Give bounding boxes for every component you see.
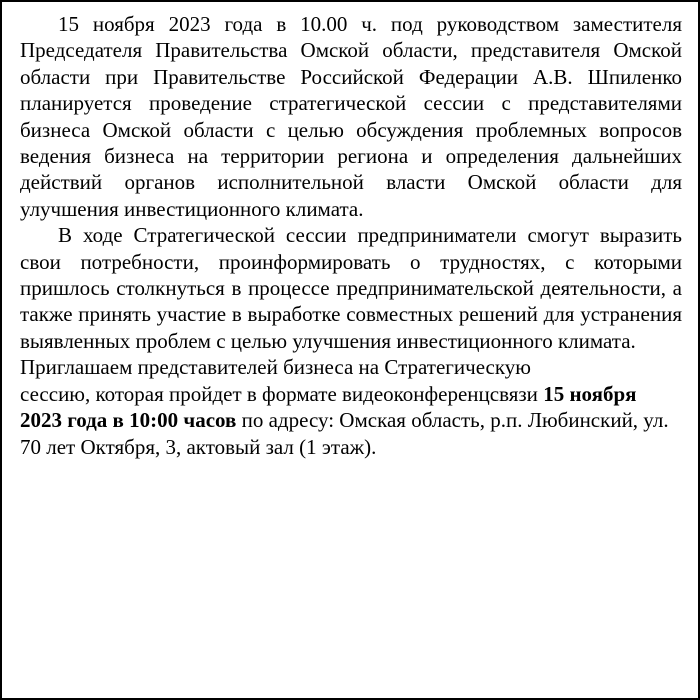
event-date-time: 15 ноября 2023 года в 10:00 часов xyxy=(20,381,637,433)
invitation-format-text: сессию, которая пройдет в формате видеоконференцсвязи xyxy=(20,381,538,406)
event-address: по адресу: Омская область, р.п. Любинский, ул. 70 лет Октября, 3, актовый зал (1 этаж). xyxy=(20,408,669,459)
invitation-line-1: Приглашаем представителей бизнеса на Стратегическую xyxy=(20,355,531,380)
announcement-paragraph: 15 ноября 2023 года в 10.00 ч. под руководством заместителя Председателя Правительства Омской области, представителя Омской области при Правительстве Российской Федерации А.В. Шпиленко планируется проведение стратегической сессии с представителями бизнеса Омской области с целью обсуждения проблемных вопросов ведения бизнеса на территории региона и определения дальнейших действий органов исполнительной власти Омской области для улучшения инвестиционного климата. xyxy=(20,12,682,221)
invitation-paragraph xyxy=(20,354,682,460)
session-description-paragraph: В ходе Стратегической сессии предприниматели смогут выразить свои потребности, проинформировать о трудностях, с которыми пришлось столкнуться в процессе предпринимательской деятельности, а также принять участие в выработке совместных решений для устранения выявленных проблем с целью улучшения инвестиционного климата. xyxy=(20,223,682,353)
